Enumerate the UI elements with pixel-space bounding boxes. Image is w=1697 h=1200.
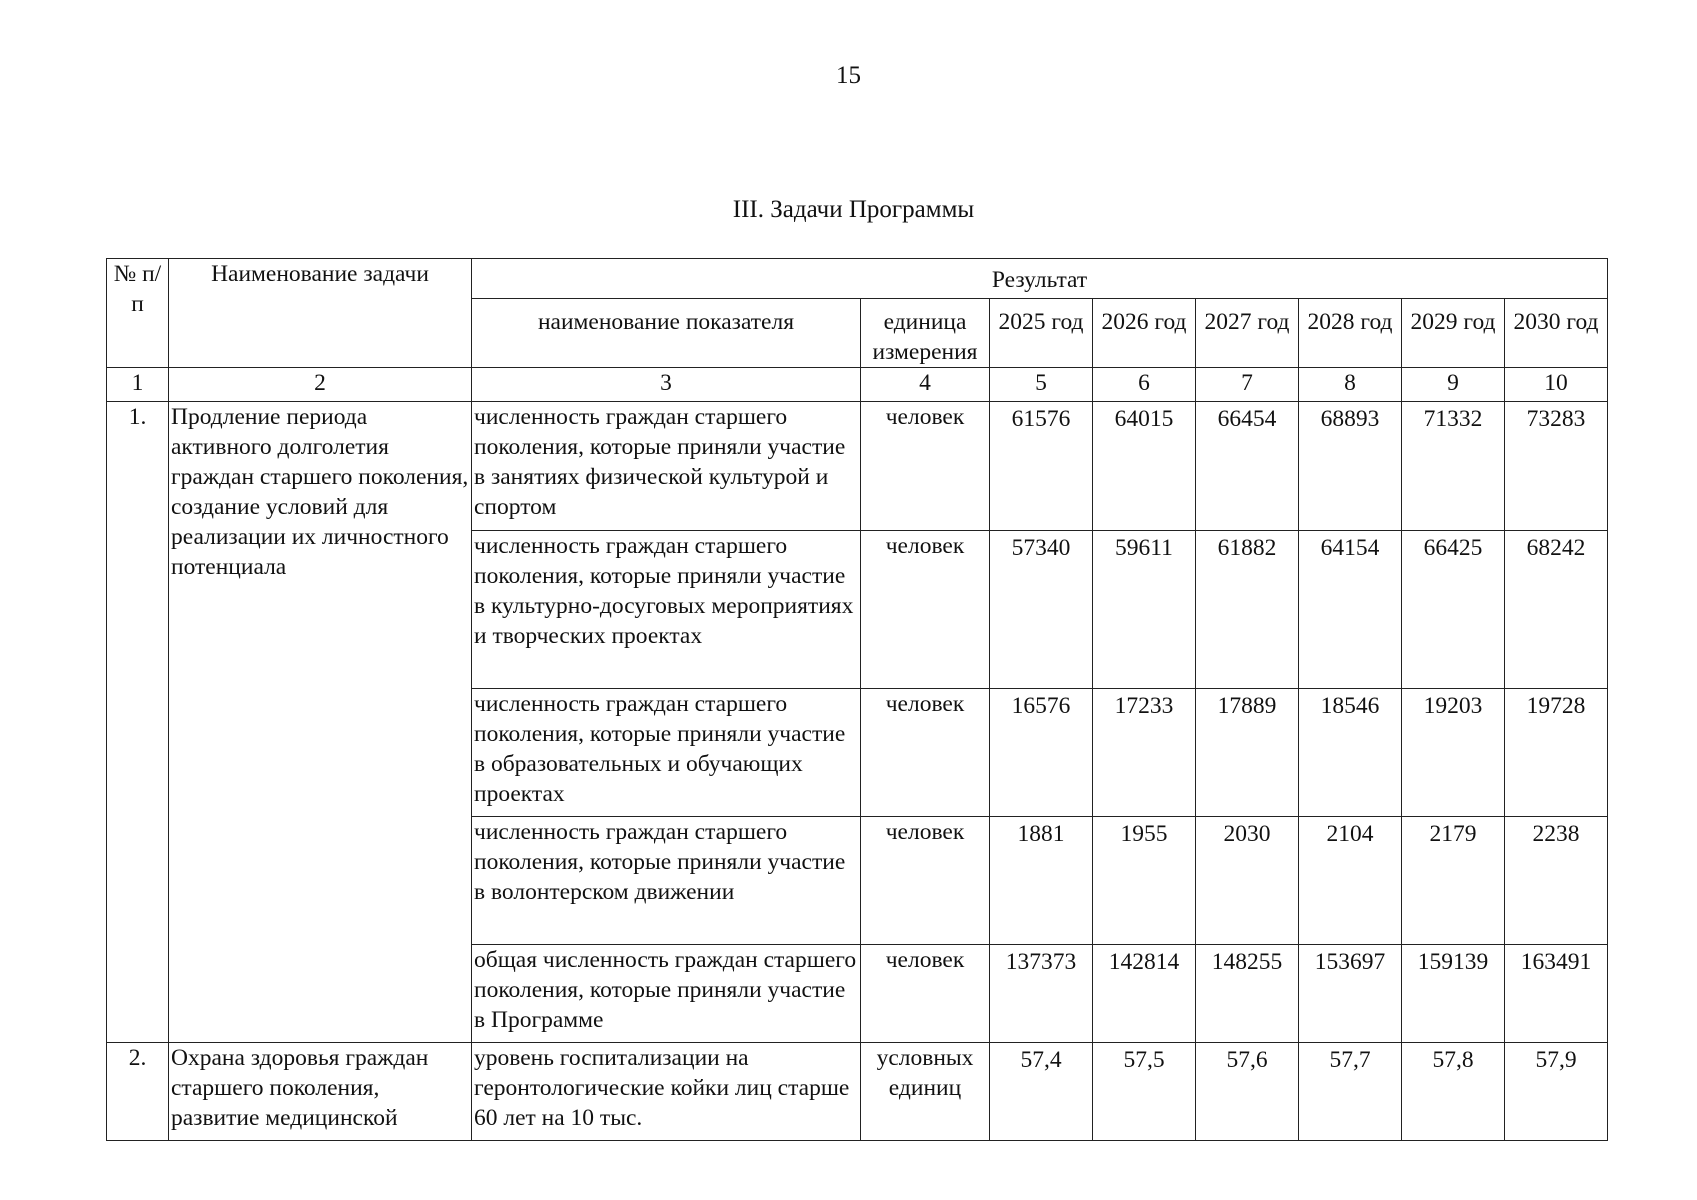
value-2027: 17889 bbox=[1196, 689, 1299, 817]
header-result: Результат bbox=[472, 259, 1608, 299]
value-2028: 2104 bbox=[1299, 817, 1402, 945]
value-2025: 1881 bbox=[990, 817, 1093, 945]
value-2025: 57,4 bbox=[990, 1043, 1093, 1141]
task-name: Продление периода активного долголетия граждан старшего поколения, создание условий для реализации их личностного потенциала bbox=[169, 402, 472, 1043]
value-2026: 142814 bbox=[1093, 945, 1196, 1043]
value-2028: 18546 bbox=[1299, 689, 1402, 817]
value-2025: 61576 bbox=[990, 402, 1093, 531]
unit-cell: человек bbox=[861, 531, 990, 689]
column-number: 5 bbox=[990, 368, 1093, 402]
value-2026: 59611 bbox=[1093, 531, 1196, 689]
column-number: 9 bbox=[1402, 368, 1505, 402]
indicator-name: численность граждан старшего поколения, которые приняли участие в волонтерском движении bbox=[472, 817, 861, 945]
value-2028: 57,7 bbox=[1299, 1043, 1402, 1141]
indicator-name: общая численность граждан старшего поколения, которые приняли участие в Программе bbox=[472, 945, 861, 1043]
value-2029: 19203 bbox=[1402, 689, 1505, 817]
value-2030: 163491 bbox=[1505, 945, 1608, 1043]
value-2029: 57,8 bbox=[1402, 1043, 1505, 1141]
value-2026: 17233 bbox=[1093, 689, 1196, 817]
header-year-2028: 2028 год bbox=[1299, 299, 1402, 368]
value-2027: 61882 bbox=[1196, 531, 1299, 689]
value-2025: 16576 bbox=[990, 689, 1093, 817]
header-row-1 bbox=[107, 259, 1608, 299]
header-year-2026: 2026 год bbox=[1093, 299, 1196, 368]
value-2027: 57,6 bbox=[1196, 1043, 1299, 1141]
column-number: 6 bbox=[1093, 368, 1196, 402]
value-2030: 57,9 bbox=[1505, 1043, 1608, 1141]
column-number: 7 bbox=[1196, 368, 1299, 402]
indicator-name: уровень госпитализации на геронтологические койки лиц старше 60 лет на 10 тыс. bbox=[472, 1043, 861, 1141]
value-2026: 64015 bbox=[1093, 402, 1196, 531]
header-year-2027: 2027 год bbox=[1196, 299, 1299, 368]
value-2030: 73283 bbox=[1505, 402, 1608, 531]
value-2026: 1955 bbox=[1093, 817, 1196, 945]
value-2028: 153697 bbox=[1299, 945, 1402, 1043]
table-row bbox=[107, 1043, 1608, 1141]
value-2027: 148255 bbox=[1196, 945, 1299, 1043]
value-2030: 68242 bbox=[1505, 531, 1608, 689]
task-name: Охрана здоровья граждан старшего поколения, развитие медицинской bbox=[169, 1043, 472, 1141]
header-num: № п/п bbox=[107, 259, 169, 368]
column-number: 3 bbox=[472, 368, 861, 402]
value-2030: 19728 bbox=[1505, 689, 1608, 817]
unit-cell: человек bbox=[861, 817, 990, 945]
value-2028: 68893 bbox=[1299, 402, 1402, 531]
value-2030: 2238 bbox=[1505, 817, 1608, 945]
value-2029: 66425 bbox=[1402, 531, 1505, 689]
indicator-name: численность граждан старшего поколения, которые приняли участие в культурно-досуговых мероприятиях и творческих проектах bbox=[472, 531, 861, 689]
value-2027: 66454 bbox=[1196, 402, 1299, 531]
unit-cell: условных единиц bbox=[861, 1043, 990, 1141]
value-2029: 159139 bbox=[1402, 945, 1505, 1043]
header-indicator: наименование показателя bbox=[472, 299, 861, 368]
header-year-2030: 2030 год bbox=[1505, 299, 1608, 368]
value-2026: 57,5 bbox=[1093, 1043, 1196, 1141]
value-2025: 57340 bbox=[990, 531, 1093, 689]
task-number: 1. bbox=[107, 402, 169, 1043]
header-year-2025: 2025 год bbox=[990, 299, 1093, 368]
value-2028: 64154 bbox=[1299, 531, 1402, 689]
value-2029: 71332 bbox=[1402, 402, 1505, 531]
column-number: 8 bbox=[1299, 368, 1402, 402]
page-number: 15 bbox=[836, 62, 861, 89]
header-unit: единица измерения bbox=[861, 299, 990, 368]
indicator-name: численность граждан старшего поколения, которые приняли участие в образовательных и обучающих проектах bbox=[472, 689, 861, 817]
value-2025: 137373 bbox=[990, 945, 1093, 1043]
header-task-name: Наименование задачи bbox=[169, 259, 472, 368]
column-number: 4 bbox=[861, 368, 990, 402]
column-number: 2 bbox=[169, 368, 472, 402]
tasks-table bbox=[106, 258, 1608, 1141]
value-2029: 2179 bbox=[1402, 817, 1505, 945]
section-title: III. Задачи Программы bbox=[732, 196, 975, 223]
column-number: 1 bbox=[107, 368, 169, 402]
header-year-2029: 2029 год bbox=[1402, 299, 1505, 368]
column-number-row bbox=[107, 368, 1608, 402]
column-number: 10 bbox=[1505, 368, 1608, 402]
unit-cell: человек bbox=[861, 945, 990, 1043]
value-2027: 2030 bbox=[1196, 817, 1299, 945]
table-row bbox=[107, 402, 1608, 531]
indicator-name: численность граждан старшего поколения, которые приняли участие в занятиях физической культурой и спортом bbox=[472, 402, 861, 531]
task-number: 2. bbox=[107, 1043, 169, 1141]
unit-cell: человек bbox=[861, 689, 990, 817]
unit-cell: человек bbox=[861, 402, 990, 531]
